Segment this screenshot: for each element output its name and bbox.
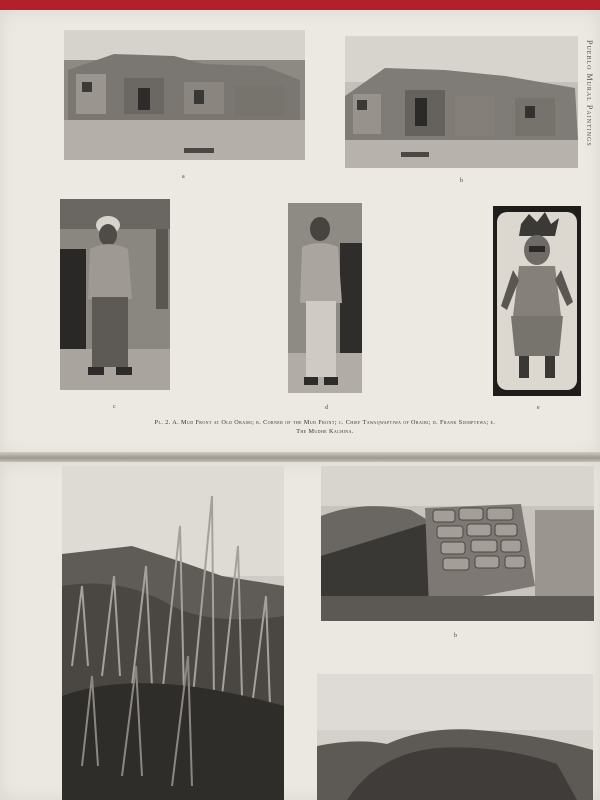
photo-grassy-ruin xyxy=(62,466,284,800)
photo-a-pueblo-houses xyxy=(64,30,305,160)
photo-b-pueblo-corner xyxy=(345,36,578,168)
photo-e-kachina-drawing xyxy=(493,206,581,396)
plate-letter-d: d xyxy=(325,405,328,411)
photo-d-man-portrait xyxy=(288,203,362,393)
running-head: Pueblo Mural Paintings xyxy=(585,40,594,147)
plate-letter-bottom-b: b xyxy=(454,633,457,639)
photo-c-chief-portrait xyxy=(60,199,170,390)
plate-letter-b: b xyxy=(460,178,463,184)
plate-letter-a: a xyxy=(182,174,185,180)
plate-letter-c: c xyxy=(113,404,116,410)
plate-letter-e: e xyxy=(537,405,540,411)
plate-caption: Pl. 2. A. Mud Front at Old Oraibi; b. Corner of the Mud Front; c. Chief Tawaqwaptiwa of Oraibi; d. Frank Siemptewa; e. The Mudhe Kachina. xyxy=(154,419,496,435)
photo-mound xyxy=(317,674,593,800)
photo-stone-wall xyxy=(321,466,594,621)
